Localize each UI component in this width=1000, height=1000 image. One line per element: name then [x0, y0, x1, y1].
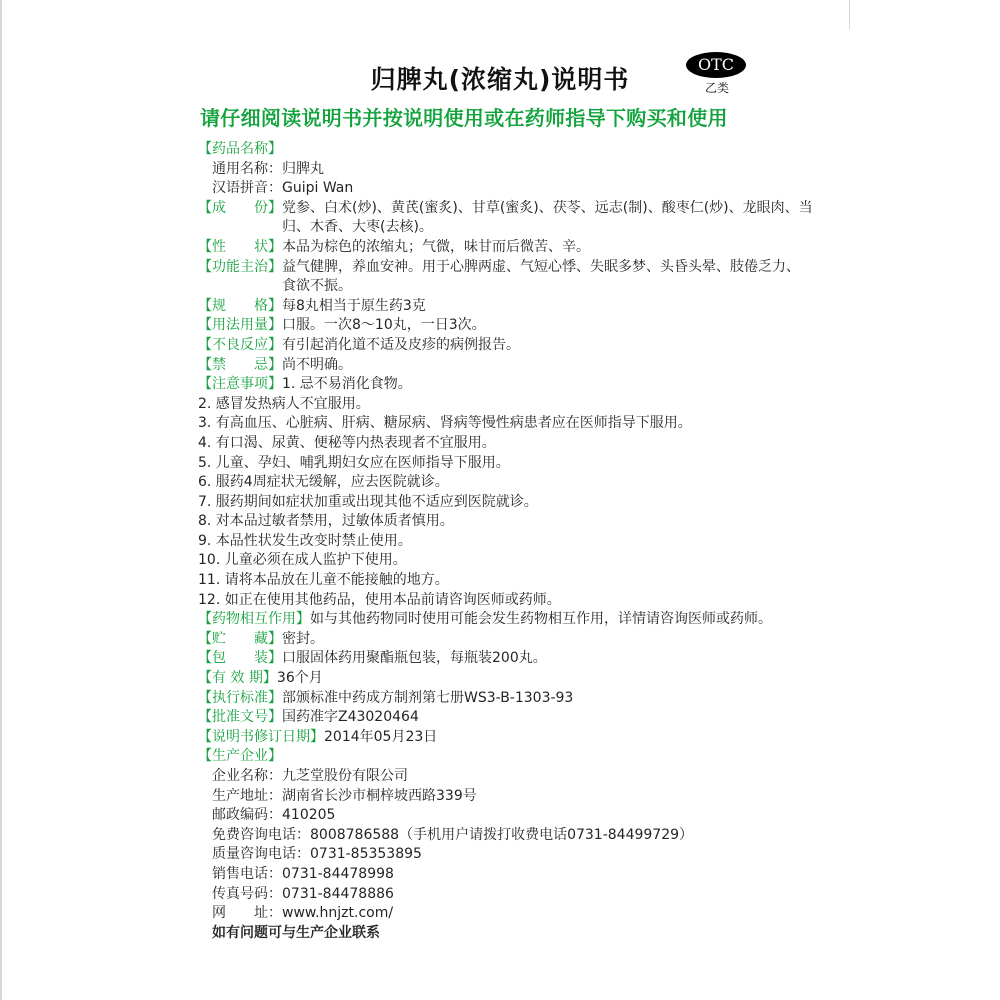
- scan-edge-right: [849, 0, 850, 30]
- section-approval: [198, 708, 813, 728]
- ingredients-label: 【成 份】: [198, 199, 282, 216]
- manufacturer-line: [198, 865, 813, 885]
- section-character: [198, 238, 813, 258]
- interactions-label: 【药物相互作用】: [198, 611, 310, 628]
- revision-text: 2014年05月23日: [324, 728, 438, 745]
- manufacturer-line: [198, 806, 813, 826]
- storage-label: 【贮 藏】: [198, 630, 282, 647]
- scan-edge-left: [0, 0, 2, 1000]
- website: 网 址：www.hnjzt.com/: [212, 905, 394, 922]
- validity-text: 36个月: [276, 670, 323, 687]
- otc-class: 乙类: [704, 81, 729, 95]
- pinyin-name-line: [198, 179, 813, 199]
- leaflet-content: [198, 140, 813, 943]
- section-usage: [198, 316, 813, 336]
- adverse-text: 有引起消化道不适及皮疹的病例报告。: [282, 336, 520, 353]
- package-label: 【包 装】: [198, 650, 282, 667]
- precaution-item: 2. 感冒发热病人不宜服用。: [198, 395, 370, 412]
- generic-name-line: [198, 160, 813, 180]
- section-revision-date: [198, 728, 813, 748]
- precaution-row: [198, 512, 813, 532]
- instruction-subtitle: 请仔细阅读说明书并按说明使用或在药师指导下购买和使用: [200, 106, 728, 130]
- validity-label: 【有 效 期】: [198, 670, 277, 687]
- precaution-row: [198, 434, 813, 454]
- precaution-item: 6. 服药4周症状无缓解，应去医院就诊。: [198, 474, 449, 491]
- section-interactions: [198, 610, 813, 630]
- precaution-row: [198, 454, 813, 474]
- company-name: 企业名称：九芝堂股份有限公司: [212, 768, 408, 784]
- ingredients-text: 党参、白术(炒)、黄芪(蜜炙)、甘草(蜜炙)、茯苓、远志(制)、酸枣仁(炒)、龙眼肉、当归、木香、大枣(去核)。: [282, 199, 813, 236]
- precaution-row: [198, 532, 813, 552]
- precaution-row: [198, 473, 813, 493]
- precaution-row: [198, 571, 813, 591]
- precaution-item: 12. 如正在使用其他药品，使用本品前请咨询医师或药师。: [198, 591, 561, 608]
- indications-text: 益气健脾，养血安神。用于心脾两虚、气短心悸、失眠多梦、头昏头晕、肢倦乏力、食欲不振。: [282, 258, 800, 295]
- standard-text: 部颁标准中药成方制剂第七册WS3-B-1303-93: [282, 689, 574, 706]
- fax-number: 传真号码：0731-84478886: [212, 885, 394, 902]
- precaution-row: [198, 551, 813, 571]
- contact-note: 如有问题可与生产企业联系: [212, 924, 380, 941]
- approval-text: 国药准字Z43020464: [282, 709, 419, 726]
- document-title: 归脾丸(浓缩丸)说明书: [370, 65, 630, 94]
- adverse-label: 【不良反应】: [198, 336, 282, 353]
- revision-label: 【说明书修订日期】: [198, 728, 324, 745]
- precaution-row: [198, 414, 813, 434]
- company-address: 生产地址：湖南省长沙市桐梓坡西路339号: [212, 787, 477, 804]
- manufacturer-line: [198, 885, 813, 905]
- manufacturer-footer-line: [198, 924, 813, 944]
- specification-text: 每8丸相当于原生药3克: [282, 297, 426, 314]
- indications-label: 【功能主治】: [198, 258, 282, 275]
- pinyin-name: 汉语拼音：Guipi Wan: [212, 180, 354, 197]
- section-contraindications: [198, 356, 813, 376]
- standard-label: 【执行标准】: [198, 689, 282, 706]
- precaution-row: [198, 493, 813, 513]
- contraindications-text: 尚不明确。: [282, 356, 352, 373]
- interactions-text: 如与其他药物同时使用可能会发生药物相互作用，详情请咨询医师或药师。: [310, 611, 772, 628]
- sales-phone: 销售电话：0731-84478998: [212, 865, 394, 882]
- manufacturer-line: [198, 767, 813, 787]
- precaution-item: 4. 有口渴、尿黄、便秘等内热表现者不宜服用。: [198, 434, 496, 451]
- section-manufacturer: [198, 747, 813, 767]
- section-adverse-reactions: [198, 336, 813, 356]
- usage-label: 【用法用量】: [198, 317, 282, 334]
- section-precautions: [198, 375, 813, 395]
- section-indications: [198, 258, 813, 297]
- section-validity: [198, 669, 813, 689]
- section-standard: [198, 689, 813, 709]
- storage-text: 密封。: [282, 630, 324, 647]
- section-drug-name: [198, 140, 813, 160]
- precaution-item: 3. 有高血压、心脏病、肝病、糖尿病、肾病等慢性病患者应在医师指导下服用。: [198, 415, 692, 432]
- approval-label: 【批准文号】: [198, 709, 282, 726]
- package-text: 口服固体药用聚酯瓶包装，每瓶装200丸。: [282, 650, 547, 667]
- postal-code: 邮政编码：410205: [212, 807, 336, 824]
- precaution-item: 11. 请将本品放在儿童不能接触的地方。: [198, 572, 449, 589]
- precaution-item: 7. 服药期间如症状加重或出现其他不适应到医院就诊。: [198, 493, 538, 510]
- generic-name: 通用名称：归脾丸: [212, 160, 324, 177]
- manufacturer-line: [198, 787, 813, 807]
- drug-name-label: 【药品名称】: [198, 141, 282, 157]
- character-label: 【性 状】: [198, 238, 282, 255]
- precautions-label: 【注意事项】: [198, 376, 282, 393]
- precaution-item: 8. 对本品过敏者禁用，过敏体质者慎用。: [198, 513, 454, 530]
- section-ingredients: [198, 199, 813, 238]
- manufacturer-line: [198, 845, 813, 865]
- character-text: 本品为棕色的浓缩丸；气微，味甘而后微苦、辛。: [282, 238, 590, 255]
- precaution-item: 9. 本品性状发生改变时禁止使用。: [198, 532, 412, 549]
- precaution-item: 1. 忌不易消化食物。: [282, 376, 412, 393]
- manufacturer-label: 【生产企业】: [198, 748, 282, 765]
- manufacturer-line: [198, 826, 813, 846]
- otc-badge: [686, 52, 748, 96]
- section-package: [198, 649, 813, 669]
- quality-hotline: 质量咨询电话：0731-85353895: [212, 846, 422, 863]
- precaution-row: [198, 395, 813, 415]
- contraindications-label: 【禁 忌】: [198, 356, 282, 373]
- free-hotline: 免费咨询电话：8008786588（手机用户请拨打收费电话0731-84499729）: [212, 826, 694, 843]
- precaution-item: 5. 儿童、孕妇、哺乳期妇女应在医师指导下服用。: [198, 454, 510, 471]
- usage-text: 口服。一次8～10丸，一日3次。: [282, 317, 486, 334]
- otc-mark: OTC: [686, 52, 746, 78]
- section-specification: [198, 297, 813, 317]
- manufacturer-line: [198, 904, 813, 924]
- precaution-row: [198, 591, 813, 611]
- specification-label: 【规 格】: [198, 297, 282, 314]
- precaution-item: 10. 儿童必须在成人监护下使用。: [198, 552, 407, 569]
- section-storage: [198, 630, 813, 650]
